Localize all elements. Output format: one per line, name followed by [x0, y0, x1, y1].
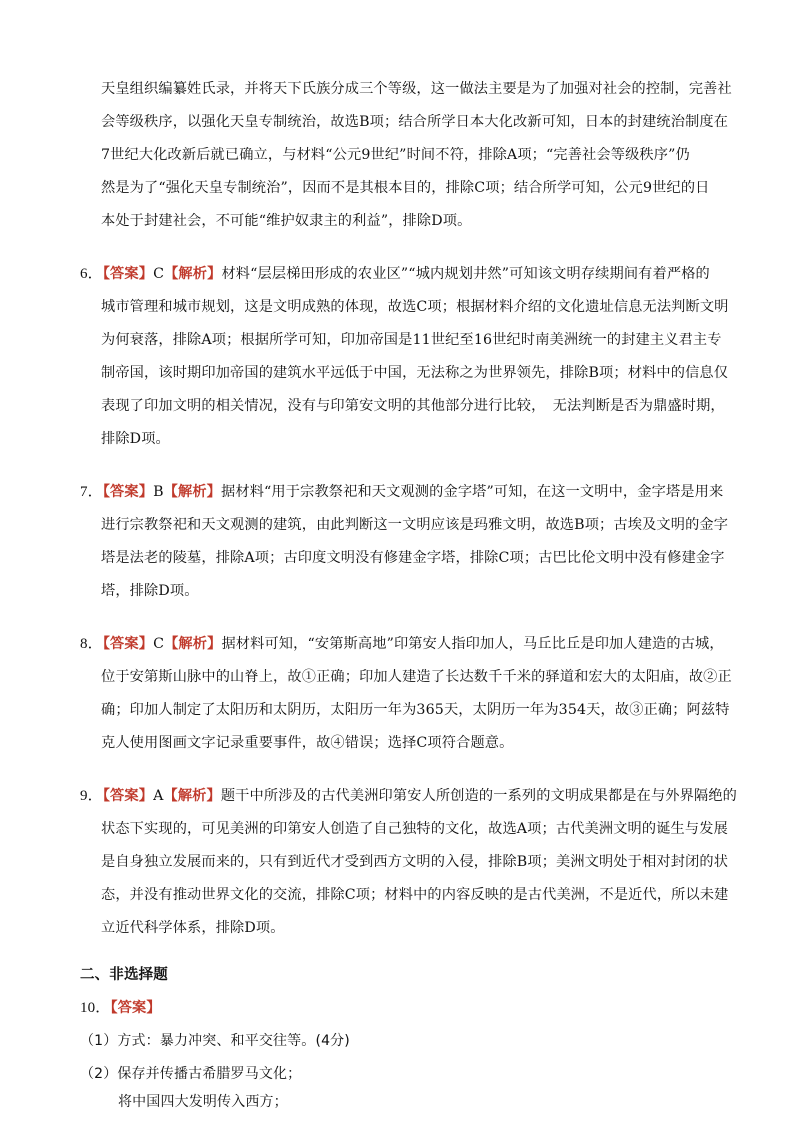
q6-line-2: 为何衰落，排除A项；根据所学可知，印加帝国是11世纪至16世纪时南美洲统一的封建主义君主专 [101, 332, 722, 348]
q5-line-2: 会等级秩序，以强化天皇专制统治，故选B项；结合所学日本大化改新可知，日本的封建统治制度在 [101, 114, 729, 130]
q8-first-line [80, 634, 724, 654]
answer-tag: 【答案】 [102, 484, 154, 500]
q9-line-1: 状态下实现的，可见美洲的印第安人创造了自己独特的文化，故选A项；古代美洲文明的诞生与发展 [101, 821, 728, 837]
q9-option: A [153, 788, 164, 804]
q8-line-3: 克人使用图画文字记录重要事件，故④错误；选择C项符合题意。 [101, 735, 514, 751]
q10-number: 10． [80, 1000, 111, 1016]
q7-line-1: 进行宗教祭祀和天文观测的建筑，由此判断这一文明应该是玛雅文明，故选B项；古埃及文明的金字 [101, 517, 729, 533]
analysis-tag: 【解析】 [163, 484, 222, 500]
q6-option: C [153, 266, 165, 282]
q6-line-5: 排除D项。 [101, 431, 170, 447]
q7-number: 7． [80, 484, 103, 500]
q6-line-1: 城市管理和城市规划，这是文明成熟的体现，故选C项；根据材料介绍的文化遗址信息无法判断文明 [101, 299, 729, 315]
q5-line-3: 7世纪大化改新后就已确立，与材料“公元9世纪”时间不符，排除A项；“完善社会等级秩序”仍 [101, 147, 690, 163]
q9-line-4: 立近代科学体系，排除D项。 [101, 920, 285, 936]
answer-tag: 【答案】 [102, 266, 154, 282]
q10-item-2: （2）保存并传播古希腊罗马文化； [80, 1066, 302, 1082]
q6-first-text: 材料“层层梯田形成的农业区”“城内规划井然”可知该文明存续期间有着严格的 [221, 266, 710, 282]
q10-answer-tag: 【答案】 [110, 1000, 161, 1016]
q8-first-text: 据材料可知，“安第斯高地”印第安人指印加人，马丘比丘是印加人建造的古城， [221, 636, 724, 652]
section-title: 二、非选择题 [80, 967, 168, 983]
q7-line-3: 塔，排除D项。 [101, 583, 199, 599]
q8-number: 8． [80, 636, 103, 652]
answer-tag: 【答案】 [102, 788, 154, 804]
analysis-tag: 【解析】 [164, 636, 222, 652]
q5-line-4: 然是为了“强化天皇专制统治”，因而不是其根本目的，排除C项；结合所学可知，公元9世纪的日 [101, 180, 710, 196]
q7-first-text: 据材料“用于宗教祭祀和天文观测的金字塔”可知，在这一文明中，金字塔是用来 [221, 484, 724, 500]
q9-line-3: 态，并没有推动世界文化的交流，排除C项；材料中的内容反映的是古代美洲，不是近代，所以未建 [101, 887, 729, 903]
q5-line-1: 天皇组织编纂姓氏录，并将天下氏族分成三个等级，这一做法主要是为了加强对社会的控制，完善社 [101, 81, 732, 97]
q8-line-1: 位于安第斯山脉中的山脊上，故①正确；印加人建造了长达数千千米的驿道和宏大的太阳庙，故②正 [101, 669, 732, 685]
q7-first-line [80, 482, 723, 502]
q10-header [80, 998, 161, 1018]
q8-line-2: 确；印加人制定了太阳历和太阴历，太阳历一年为365天，太阴历一年为354天，故③正确；阿兹特 [101, 702, 730, 718]
q9-first-line [80, 786, 737, 806]
q9-line-2: 是自身独立发展而来的，只有到近代才受到西方文明的入侵，排除B项；美洲文明处于相对封闭的状 [101, 854, 729, 870]
q10-item-1: （1）方式：暴力冲突、和平交往等。(4分) [80, 1033, 350, 1049]
q6-first-line [80, 264, 710, 284]
answer-tag: 【答案】 [102, 636, 154, 652]
q7-option: B [153, 484, 164, 500]
q7-line-2: 塔是法老的陵墓，排除A项；古印度文明没有修建金字塔，排除C项；古巴比伦文明中没有修建金字 [101, 550, 725, 566]
q8-option: C [153, 636, 165, 652]
q5-line-5: 本处于封建社会，不可能“维护奴隶主的利益”，排除D项。 [101, 213, 472, 229]
q9-first-text: 题干中所涉及的古代美洲印第安人所创造的一系列的文明成果都是在与外界隔绝的 [220, 788, 737, 804]
q9-number: 9． [80, 788, 103, 804]
analysis-tag: 【解析】 [164, 266, 222, 282]
q10-item-2-sub-1: 将中国四大发明传入西方； [118, 1094, 288, 1110]
analysis-tag: 【解析】 [163, 788, 221, 804]
q6-line-4: 表现了印加文明的相关情况，没有与印第安文明的其他部分进行比较， 无法判断是否为鼎盛时期， [101, 398, 725, 414]
q6-number: 6． [80, 266, 103, 282]
q6-line-3: 制帝国，该时期印加帝国的建筑水平远低于中国，无法称之为世界领先，排除B项；材料中的信息仅 [101, 365, 729, 381]
